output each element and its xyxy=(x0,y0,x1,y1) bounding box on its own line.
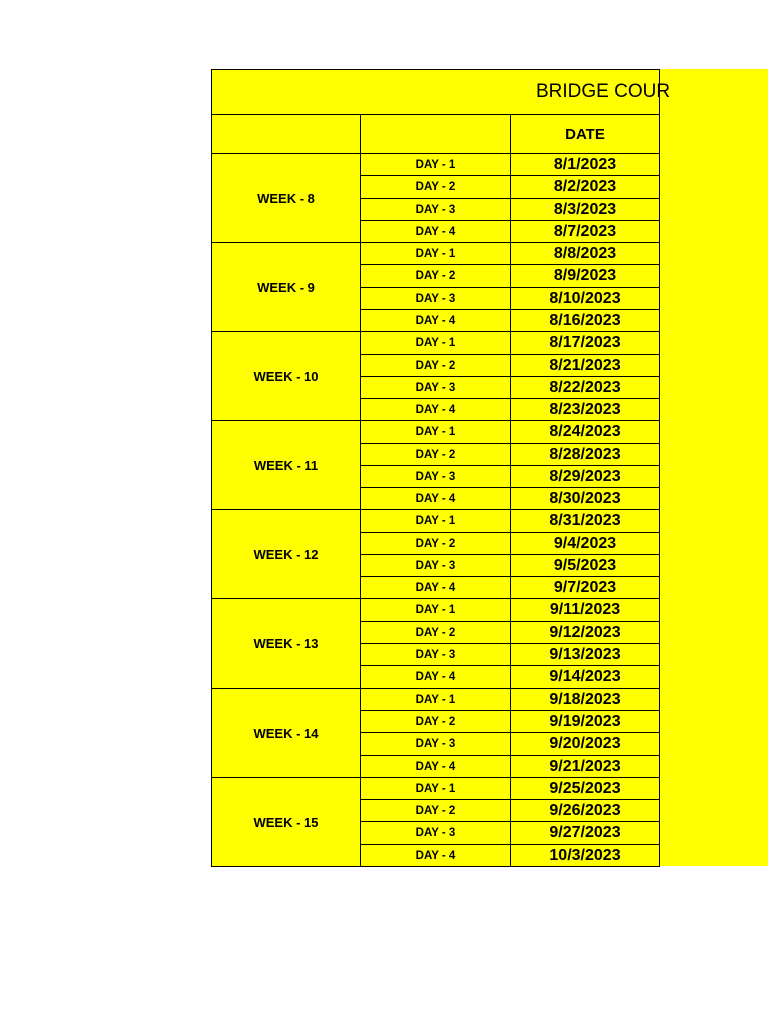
week-label-cell: WEEK - 15 xyxy=(211,777,361,867)
date-cell: 9/20/2023 xyxy=(510,732,660,756)
title-cell xyxy=(211,69,671,115)
date-cell: 8/3/2023 xyxy=(510,198,660,221)
day-label-cell: DAY - 4 xyxy=(360,398,511,421)
date-cell: 8/8/2023 xyxy=(510,242,660,265)
day-label-cell: DAY - 4 xyxy=(360,665,511,689)
day-label-cell: DAY - 1 xyxy=(360,509,511,533)
day-label-cell: DAY - 3 xyxy=(360,821,511,845)
date-cell: 9/27/2023 xyxy=(510,821,660,845)
day-label-cell: DAY - 1 xyxy=(360,153,511,176)
day-label-cell: DAY - 1 xyxy=(360,777,511,800)
date-cell: 8/29/2023 xyxy=(510,465,660,488)
day-label-cell: DAY - 2 xyxy=(360,443,511,466)
day-label-cell: DAY - 1 xyxy=(360,242,511,265)
date-cell: 8/17/2023 xyxy=(510,331,660,355)
day-label-cell: DAY - 4 xyxy=(360,576,511,599)
date-cell: 8/30/2023 xyxy=(510,487,660,510)
date-cell: 9/5/2023 xyxy=(510,554,660,577)
date-cell: 9/14/2023 xyxy=(510,665,660,689)
date-cell: 9/18/2023 xyxy=(510,688,660,711)
week-label-cell: WEEK - 13 xyxy=(211,598,361,689)
date-cell: 8/1/2023 xyxy=(510,153,660,176)
day-label-cell: DAY - 1 xyxy=(360,598,511,622)
day-label-cell: DAY - 4 xyxy=(360,220,511,243)
day-label-cell: DAY - 2 xyxy=(360,710,511,733)
date-cell: 8/24/2023 xyxy=(510,420,660,444)
table-title: BRIDGE COUR xyxy=(536,81,671,102)
day-label-cell: DAY - 3 xyxy=(360,643,511,666)
yellow-overflow-area xyxy=(659,69,768,866)
day-label-cell: DAY - 1 xyxy=(360,331,511,355)
date-cell: 9/7/2023 xyxy=(510,576,660,599)
date-cell: 8/9/2023 xyxy=(510,264,660,288)
day-label-cell: DAY - 4 xyxy=(360,755,511,778)
date-cell: 8/2/2023 xyxy=(510,175,660,199)
date-cell: 9/21/2023 xyxy=(510,755,660,778)
day-label-cell: DAY - 2 xyxy=(360,354,511,377)
day-label-cell: DAY - 3 xyxy=(360,732,511,756)
date-cell: 9/11/2023 xyxy=(510,598,660,622)
date-cell: 9/19/2023 xyxy=(510,710,660,733)
day-label-cell: DAY - 4 xyxy=(360,844,511,867)
week-label-cell: WEEK - 12 xyxy=(211,509,361,599)
day-label-cell: DAY - 3 xyxy=(360,376,511,399)
day-label-cell: DAY - 3 xyxy=(360,554,511,577)
date-cell: 9/4/2023 xyxy=(510,532,660,555)
day-label-cell: DAY - 2 xyxy=(360,799,511,822)
day-label-cell: DAY - 2 xyxy=(360,532,511,555)
date-cell: 9/26/2023 xyxy=(510,799,660,822)
day-label-cell: DAY - 4 xyxy=(360,487,511,510)
header-cell-date: DATE xyxy=(510,114,660,154)
week-label-cell: WEEK - 11 xyxy=(211,420,361,510)
date-cell: 8/21/2023 xyxy=(510,354,660,377)
day-label-cell: DAY - 3 xyxy=(360,465,511,488)
date-cell: 8/10/2023 xyxy=(510,287,660,310)
date-cell: 8/16/2023 xyxy=(510,309,660,332)
date-cell: 9/12/2023 xyxy=(510,621,660,644)
day-label-cell: DAY - 1 xyxy=(360,688,511,711)
date-cell: 9/13/2023 xyxy=(510,643,660,666)
week-label-cell: WEEK - 14 xyxy=(211,688,361,778)
week-label-cell: WEEK - 8 xyxy=(211,153,361,243)
day-label-cell: DAY - 3 xyxy=(360,287,511,310)
date-cell: 8/28/2023 xyxy=(510,443,660,466)
date-cell: 10/3/2023 xyxy=(510,844,660,867)
week-label-cell: WEEK - 9 xyxy=(211,242,361,332)
day-label-cell: DAY - 1 xyxy=(360,420,511,444)
date-cell: 9/25/2023 xyxy=(510,777,660,800)
day-label-cell: DAY - 3 xyxy=(360,198,511,221)
week-label-cell: WEEK - 10 xyxy=(211,331,361,421)
day-label-cell: DAY - 4 xyxy=(360,309,511,332)
date-cell: 8/23/2023 xyxy=(510,398,660,421)
header-cell-week xyxy=(211,114,361,154)
date-cell: 8/7/2023 xyxy=(510,220,660,243)
day-label-cell: DAY - 2 xyxy=(360,621,511,644)
day-label-cell: DAY - 2 xyxy=(360,264,511,288)
header-cell-day xyxy=(360,114,511,154)
date-cell: 8/31/2023 xyxy=(510,509,660,533)
day-label-cell: DAY - 2 xyxy=(360,175,511,199)
date-cell: 8/22/2023 xyxy=(510,376,660,399)
